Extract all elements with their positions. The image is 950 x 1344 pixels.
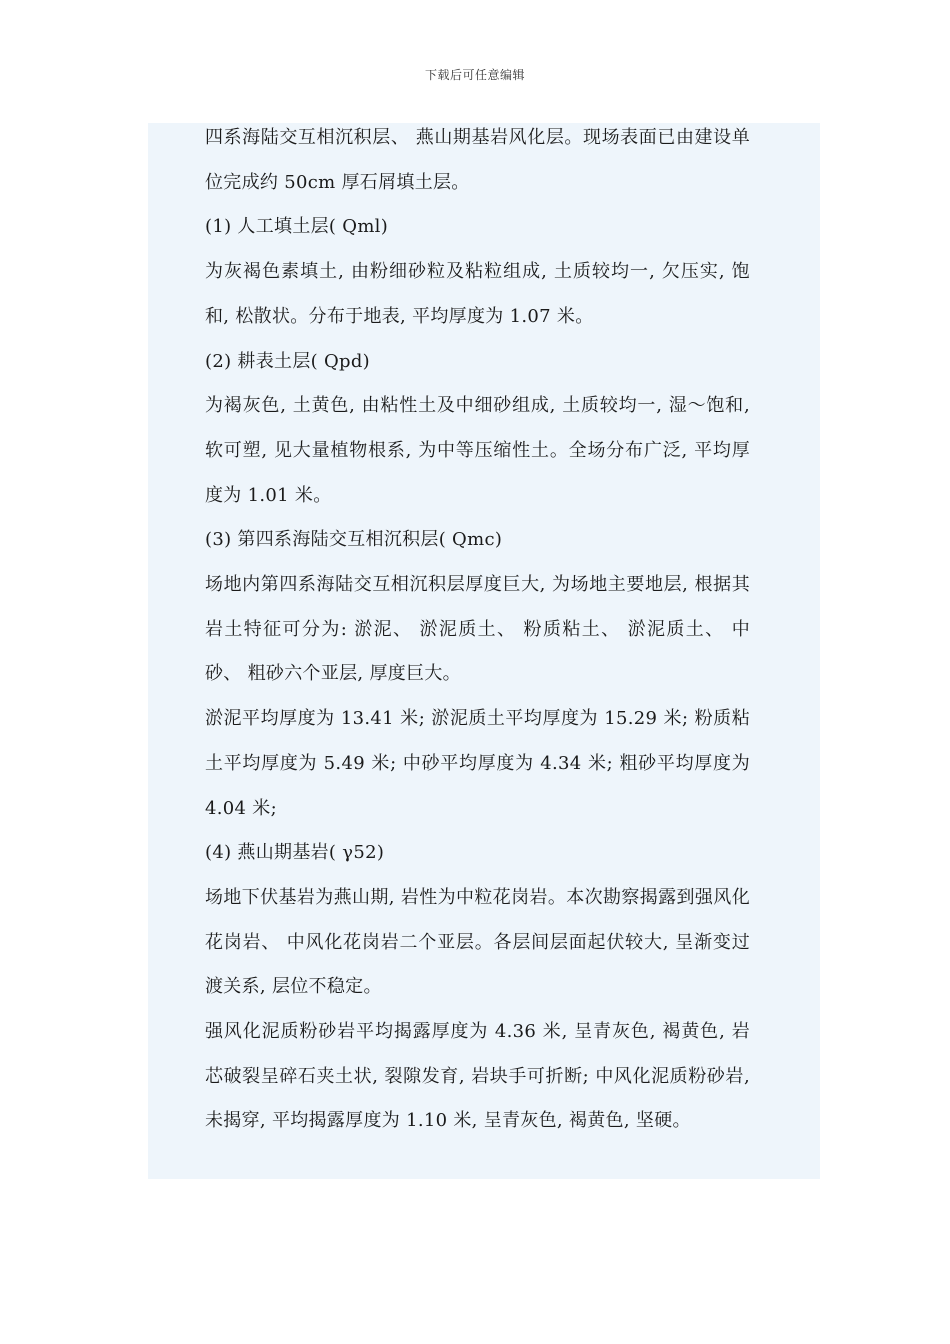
heading-marine-sediment: (3) 第四系海陆交互相沉积层( Qmc) [205, 529, 503, 551]
paragraph-sublayer-thickness: 淤泥平均厚度为 13.41 米; 淤泥质土平均厚度为 15.29 米; 粉质粘土平均厚度为 5.49 米; 中砂平均厚度为 4.34 米; 粗砂平均厚度为 4.04 米; [205, 708, 750, 819]
paragraph-weathered-rock: 强风化泥质粉砂岩平均揭露厚度为 4.36 米, 呈青灰色, 褐黄色, 岩芯破裂呈碎石夹土状, 裂隙发育, 岩块手可折断; 中风化泥质粉砂岩, 未揭穿, 平均揭露厚度为 1.10 米, 呈青灰色, 褐黄色, 坚硬。 [205, 1021, 750, 1132]
paragraph-strata-intro: 四系海陆交互相沉积层、 燕山期基岩风化层。现场表面已由建设单位完成约 50cm 厚石屑填土层。 [205, 127, 750, 193]
page-header-note: 下载后可任意编辑 [424, 68, 525, 82]
paragraph-bedrock: 场地下伏基岩为燕山期, 岩性为中粒花岗岩。本次勘察揭露到强风化花岗岩、 中风化花岗岩二个亚层。各层间层面起伏较大, 呈渐变过渡关系, 层位不稳定。 [205, 886, 750, 998]
heading-artificial-fill: (1) 人工填土层( Qml) [205, 216, 389, 238]
paragraph-marine-sediment: 场地内第四系海陆交互相沉积层厚度巨大, 为场地主要地层, 根据其岩土特征可分为: 淤泥、 淤泥质土、 粉质粘土、 淤泥质土、 中砂、 粗砂六个亚层, 厚度巨大。 [205, 574, 750, 685]
paragraph-topsoil: 为褐灰色, 土黄色, 由粘性土及中细砂组成, 土质较均一, 湿～饱和, 软可塑, 见大量植物根系, 为中等压缩性土。全场分布广泛, 平均厚度为 1.01 米。 [205, 395, 750, 506]
heading-topsoil: (2) 耕表土层( Qpd) [205, 350, 370, 372]
paragraph-artificial-fill: 为灰褐色素填土, 由粉细砂粒及粘粒组成, 土质较均一, 欠压实, 饱和, 松散状。分布于地表, 平均厚度为 1.07 米。 [205, 261, 750, 327]
document-body [205, 116, 750, 1144]
heading-bedrock: (4) 燕山期基岩( γ52) [205, 842, 385, 864]
